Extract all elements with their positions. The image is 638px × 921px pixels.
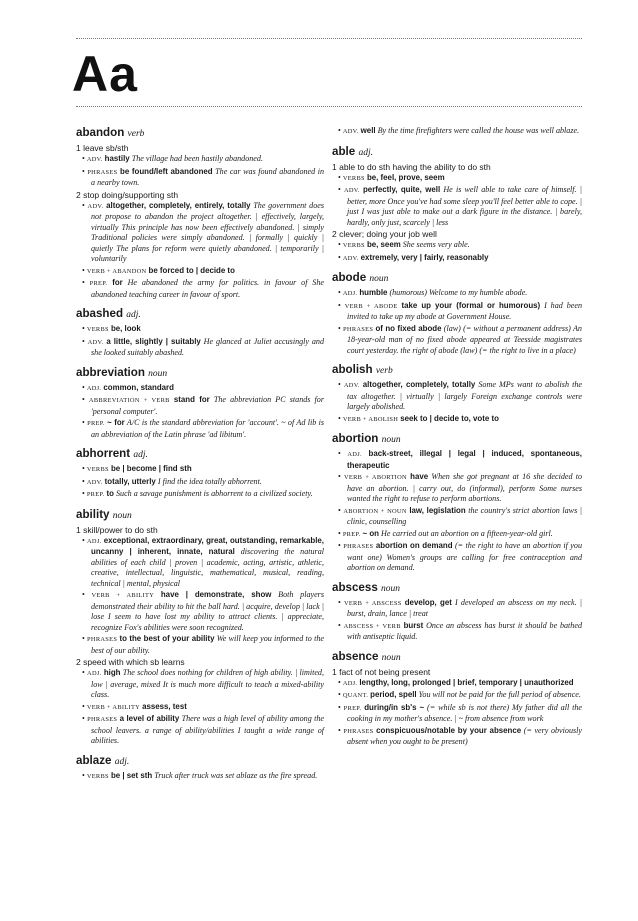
headword-text: absence	[332, 649, 379, 663]
bullet-icon: •	[82, 265, 87, 275]
grammar-tag: ADV.	[86, 478, 103, 486]
collocation-group	[82, 702, 324, 714]
collocation-group	[338, 185, 582, 228]
example-text: I developed an abscess on my neck. | burst, drain, lance | treat	[347, 597, 582, 618]
grammar-tag: VERBS	[86, 772, 109, 780]
section-letter: Aa	[72, 46, 138, 102]
dictionary-entry	[332, 363, 582, 425]
entry-headword	[76, 754, 324, 769]
part-of-speech: noun	[381, 652, 401, 663]
example-text: discovering the natural abilities of each child | proven | academic, acting, artistic, athletic, creative, intellectual, linguistic, mathematical, musical, reading, technical | mental, physical	[91, 547, 324, 588]
bullet-icon: •	[338, 300, 345, 310]
dictionary-entry	[76, 447, 324, 501]
part-of-speech: adj.	[133, 450, 148, 460]
collocates: humble	[359, 288, 388, 297]
collocates: altogether, completely, totally	[362, 380, 476, 389]
grammar-tag: VERBS	[86, 326, 109, 333]
collocates: have | demonstrate, show	[160, 590, 272, 599]
example-text: By the time firefighters were called the house was well ablaze.	[375, 126, 580, 135]
bullet-icon: •	[82, 166, 88, 176]
entry-headword	[332, 650, 582, 665]
collocation-group	[82, 201, 324, 265]
collocation-group	[82, 324, 324, 336]
sense-label: 2 clever; doing your job well	[332, 229, 437, 239]
headword-text: abolish	[332, 363, 373, 376]
example-text: (law) (= without a permanent address) An 18-year-old man of no fixed abode appeared at Teesside magistrates court yesterday. the right of abode (law) (= the right to live in a place)	[347, 323, 582, 355]
grammar-tag: PREP.	[87, 420, 105, 427]
bullet-icon: •	[82, 200, 88, 210]
collocates: be found/left abandoned	[120, 166, 213, 176]
grammar-tag: ADJ.	[87, 670, 102, 677]
collocates: conspicuous/notable by your absence	[376, 725, 522, 735]
grammar-tag: ADV.	[343, 187, 360, 194]
bullet-icon: •	[82, 489, 87, 498]
collocates: stand for	[173, 395, 210, 404]
collocation-group	[82, 418, 324, 440]
collocation-group	[338, 126, 582, 138]
example-text: There was a high level of ability among the school leavers. a range of ability/abilities I taught a wide range of abilities.	[91, 714, 324, 745]
example-text: The car was found abandoned in a nearby town.	[91, 166, 324, 187]
collocation-group	[82, 590, 324, 633]
entry-headword	[76, 126, 324, 141]
part-of-speech: noun	[112, 510, 132, 521]
grammar-tag: ADJ.	[342, 290, 358, 297]
collocation-group	[82, 634, 324, 656]
collocation-group	[338, 288, 582, 300]
grammar-tag: ADJ.	[86, 537, 102, 545]
sense-label: 1 leave sb/sth	[76, 143, 129, 153]
example-text: He is well able to take care of himself. | better, more Once you've had some sleep you'll feel better able to cope. | just I was just able to make out a dark figure in the distance. | barely, hardly, only just, scarcely | less	[347, 185, 582, 227]
dictionary-entry	[76, 754, 324, 783]
headword-text: abashed	[76, 307, 124, 320]
entry-headword	[332, 271, 582, 286]
collocation-group	[82, 278, 324, 300]
example-text: When she got pregnant at 16 she decided to have an abortion. | carry out, do (informal), perform Some nurses wanted the right to refuse to perform abortions.	[347, 472, 583, 503]
grammar-tag: VERB + ABODE	[344, 302, 398, 310]
bullet-icon: •	[338, 288, 343, 297]
collocates: be, look	[110, 324, 141, 333]
headword-text: abbreviation	[76, 365, 145, 379]
bullet-icon: •	[338, 472, 344, 481]
grammar-tag: VERB + ABSCESS	[343, 599, 402, 607]
collocates: to the best of your ability	[119, 634, 215, 643]
bullet-icon: •	[82, 154, 87, 163]
dictionary-entry	[76, 366, 324, 441]
part-of-speech: adj.	[126, 310, 141, 320]
dictionary-entry	[332, 581, 582, 643]
dictionary-entry	[332, 271, 582, 356]
collocation-group	[82, 536, 324, 590]
sense-label: 2 speed with which sb learns	[76, 657, 185, 667]
part-of-speech: noun	[381, 435, 401, 445]
bullet-icon: •	[82, 418, 88, 427]
part-of-speech: adj.	[358, 147, 373, 158]
dictionary-entry	[76, 126, 324, 300]
collocates: have	[410, 472, 429, 481]
bullet-icon: •	[338, 505, 344, 515]
grammar-tag: VERB + ABILITY	[91, 592, 155, 599]
collocates: a level of ability	[119, 714, 180, 723]
collocation-group	[82, 464, 324, 476]
grammar-tag: VERB + ABORTION	[343, 474, 407, 481]
example-text: The government does not propose to abandon the project altogether. | effectively, largely, virtually This principle has now been effectively abandoned. | simply Traditional policies were simply abandoned. | formally | quickly | quietly The plans for reform were quietly abandoned. | temporarily | voluntarily	[91, 200, 324, 263]
example-text: (= the right to have an abortion if you want one) Women's groups are calling for free contraception and abortion on demand.	[347, 541, 582, 572]
grammar-tag: VERB + ABILITY	[86, 703, 141, 711]
collocation-group	[338, 253, 582, 265]
grammar-tag: PHRASES	[87, 716, 118, 723]
collocates: be, feel, prove, seem	[366, 172, 445, 182]
collocation-group	[338, 541, 582, 574]
entry-headword	[76, 508, 324, 523]
bullet-icon: •	[82, 714, 88, 723]
dictionary-entry	[332, 650, 582, 748]
bullet-icon: •	[338, 702, 344, 712]
grammar-tag: VERB + ABOLISH	[342, 415, 399, 423]
example-text: She seems very able.	[400, 240, 470, 249]
collocation-group	[338, 690, 582, 702]
example-text: (humorous) Welcome to my humble abode.	[387, 288, 528, 297]
collocation-group	[338, 324, 582, 357]
collocates: abortion on demand	[375, 541, 453, 550]
bullet-icon: •	[338, 380, 344, 389]
bullet-icon: •	[338, 449, 348, 458]
collocates: law, legislation	[409, 505, 466, 515]
collocates: extremely, very | fairly, reasonably	[360, 252, 489, 262]
top-rule	[76, 38, 582, 39]
bullet-icon: •	[82, 324, 87, 333]
headword-text: ablaze	[76, 753, 112, 767]
collocation-group	[338, 506, 582, 528]
grammar-tag: ABSCESS + VERB	[343, 622, 401, 630]
example-text: (= while sb is not there) My father did all the cooking in my mother's absence. | ~ from absence from work	[347, 702, 582, 723]
headword-text: ability	[76, 507, 110, 521]
grammar-tag: VERBS	[342, 242, 365, 249]
collocates: seek to | decide to, vote to	[400, 413, 499, 423]
bullet-icon: •	[82, 770, 87, 780]
collocation-group	[338, 621, 582, 643]
collocates: ~ on	[362, 528, 379, 538]
bullet-icon: •	[338, 413, 343, 423]
collocates: back-street, illegal | legal | induced, spontaneous, therapeutic	[347, 449, 582, 470]
grammar-tag: ADV.	[342, 254, 359, 262]
collocation-group	[82, 668, 324, 701]
grammar-tag: ADJ.	[347, 451, 362, 458]
part-of-speech: adj.	[114, 756, 130, 767]
bullet-icon: •	[338, 252, 343, 262]
grammar-tag: ABORTION + NOUN	[343, 507, 407, 515]
dictionary-entry	[332, 126, 582, 138]
collocates: totally, utterly	[104, 476, 156, 486]
collocates: be, seem	[366, 240, 401, 249]
collocation-group	[82, 395, 324, 417]
grammar-tag: PHRASES	[343, 543, 374, 550]
example-text: He abandoned the army for politics. in favour of She abandoned teaching career in favour of sport.	[91, 278, 324, 299]
bullet-icon: •	[338, 725, 344, 735]
example-text: The abbreviation PC stands for 'personal computer'.	[91, 395, 324, 416]
dictionary-entry	[332, 145, 582, 265]
grammar-tag: ABBREVIATION + VERB	[88, 397, 170, 404]
bullet-icon: •	[82, 395, 89, 404]
example-text: A/C is the standard abbreviation for 'account'. ~ of Ad lib is an abbreviation of the Latin phrase 'ad libitum'.	[91, 418, 324, 439]
collocates: of no fixed abode	[375, 323, 442, 333]
grammar-tag: ADV.	[87, 338, 104, 346]
example-text: We will keep you informed to the best of our ability.	[91, 634, 324, 655]
collocation-group	[338, 380, 582, 413]
bullet-icon: •	[82, 668, 88, 677]
grammar-tag: ADV.	[342, 128, 359, 135]
example-text: You will not be paid for the full period of absence.	[416, 690, 581, 699]
bullet-icon: •	[82, 464, 87, 473]
collocation-group	[82, 714, 324, 747]
collocates: burst	[403, 620, 424, 630]
bullet-icon: •	[338, 541, 344, 550]
bullet-icon: •	[338, 172, 343, 182]
example-text: He carried out an abortion on a fifteen-year-old girl.	[378, 528, 553, 538]
example-text: Once an abscess has burst it should be bathed with antiseptic liquid.	[347, 620, 582, 641]
collocates: a little, slightly | suitably	[106, 336, 201, 346]
bullet-icon: •	[82, 701, 87, 711]
bullet-icon: •	[82, 336, 88, 346]
headword-text: abandon	[76, 126, 125, 139]
entry-headword	[332, 363, 582, 378]
example-text: the country's strict abortion laws | clinic, counselling	[347, 505, 582, 526]
bullet-icon: •	[82, 476, 87, 486]
grammar-tag: ADV.	[87, 202, 104, 210]
collocation-group	[82, 167, 324, 189]
entry-headword	[332, 432, 582, 447]
collocates: to	[106, 489, 114, 498]
bullet-icon: •	[82, 278, 90, 287]
grammar-tag: VERBS	[86, 466, 109, 473]
grammar-tag: PHRASES	[87, 168, 118, 176]
collocates: for	[112, 278, 123, 287]
sense-label: 1 able to do sth having the ability to do sth	[332, 161, 491, 172]
collocates: assess, test	[142, 701, 187, 711]
collocation-group	[82, 154, 324, 166]
headword-text: able	[332, 144, 356, 158]
example-text: He glanced at Juliet accusingly and she looked suitably abashed.	[91, 336, 324, 357]
collocation-group	[338, 703, 582, 725]
collocates: well	[360, 126, 376, 135]
collocation-group	[338, 529, 582, 541]
collocates: be | set sth	[110, 770, 153, 780]
part-of-speech: noun	[369, 274, 389, 284]
left-column	[76, 126, 324, 789]
collocates: be | become | find sth	[110, 464, 192, 473]
grammar-tag: PHRASES	[87, 636, 118, 643]
bullet-icon: •	[338, 185, 344, 194]
collocation-group	[82, 477, 324, 489]
part-of-speech: noun	[148, 368, 168, 379]
collocates: take up your (formal or humorous)	[401, 300, 541, 310]
dictionary-entry	[76, 307, 324, 359]
collocates: perfectly, quite, well	[362, 185, 441, 194]
bullet-icon: •	[338, 620, 344, 630]
sense-label: 1 skill/power to do sth	[76, 524, 158, 535]
grammar-tag: PREP.	[343, 704, 362, 712]
collocation-group	[338, 449, 582, 471]
sense-label: 1 fact of not being present	[332, 666, 431, 677]
dictionary-entry	[76, 508, 324, 747]
collocates: ~ for	[107, 418, 125, 427]
collocation-group	[338, 726, 582, 748]
grammar-tag: VERB + ABANDON	[86, 267, 147, 275]
bullet-icon: •	[82, 634, 88, 643]
collocates: be forced to | decide to	[148, 265, 235, 275]
bullet-icon: •	[338, 240, 343, 249]
example-text: Such a savage punishment is abhorrent to a civilized society.	[113, 489, 313, 498]
collocation-group	[82, 771, 324, 783]
grammar-tag: ADJ.	[342, 679, 358, 687]
entry-headword	[332, 145, 582, 160]
collocates: hastily	[104, 154, 130, 163]
grammar-tag: PHRASES	[343, 727, 374, 735]
example-text: The village had been hastily abandoned.	[129, 154, 263, 163]
headword-text: abode	[332, 271, 367, 284]
bullet-icon: •	[338, 126, 343, 135]
bullet-icon: •	[338, 528, 343, 538]
collocation-group	[338, 598, 582, 620]
entry-headword	[76, 366, 324, 381]
collocation-group	[82, 383, 324, 395]
grammar-tag: PHRASES	[343, 325, 374, 333]
collocation-group	[82, 266, 324, 278]
right-column	[332, 126, 582, 755]
collocates: lengthy, long, prolonged | brief, temporary | unauthorized	[359, 677, 574, 687]
collocates: develop, get	[404, 597, 452, 607]
collocation-group	[338, 472, 582, 505]
collocates: altogether, completely, entirely, totally	[106, 200, 251, 210]
bullet-icon: •	[338, 690, 343, 699]
grammar-tag: VERBS	[342, 174, 365, 182]
grammar-tag: QUANT.	[342, 692, 369, 699]
example-text: Truck after truck was set ablaze as the fire spread.	[152, 770, 318, 780]
grammar-tag: ADJ.	[86, 384, 102, 392]
part-of-speech: noun	[381, 583, 401, 594]
grammar-tag: PREP.	[342, 530, 361, 538]
bullet-icon: •	[338, 323, 344, 333]
collocation-group	[338, 173, 582, 185]
collocation-group	[338, 678, 582, 690]
sense-label: 2 stop doing/supporting sth	[76, 189, 179, 200]
collocation-group	[338, 301, 582, 323]
entry-headword	[76, 307, 324, 322]
bullet-icon: •	[82, 382, 87, 392]
collocation-group	[82, 337, 324, 359]
entry-headword	[332, 581, 582, 596]
collocates: high	[103, 668, 121, 677]
collocates: period, spell	[370, 690, 417, 699]
example-text: The school does nothing for children of high ability. | limited, low | average, mixed It is much more difficult to teach a mixed-ability class.	[91, 668, 324, 699]
part-of-speech: verb	[127, 129, 145, 139]
grammar-tag: PREP.	[89, 280, 108, 287]
grammar-tag: ADV.	[86, 156, 103, 163]
collocates: exceptional, extraordinary, great, outstanding, remarkable, uncanny | inherent, innate, natural	[91, 535, 324, 556]
dictionary-entry	[332, 432, 582, 574]
collocates: common, standard	[103, 382, 174, 392]
example-text: (= very obviously absent when you ought to be present)	[347, 725, 582, 746]
collocation-group	[338, 240, 582, 252]
collocation-group	[82, 489, 324, 501]
headword-text: abscess	[332, 580, 378, 594]
bullet-icon: •	[82, 535, 87, 545]
example-text: I had been invited to take up my abode at Government House.	[347, 300, 582, 321]
example-text: Both players demonstrated their ability to hit the ball hard. | acquire, develop | lack | lose I seem to have lost my ability to attract clients. | appreciate, recognize Fox's abilities were soon recognized.	[91, 590, 324, 632]
headword-text: abortion	[332, 432, 379, 445]
bullet-icon: •	[82, 590, 92, 599]
part-of-speech: verb	[375, 366, 393, 376]
example-text: I find the idea totally abhorrent.	[155, 476, 262, 486]
grammar-tag: ADV.	[343, 382, 360, 389]
bullet-icon: •	[338, 677, 343, 687]
collocation-group	[338, 414, 582, 426]
grammar-tag: PREP.	[86, 491, 105, 498]
entry-headword	[76, 447, 324, 462]
example-text: Some MPs want to abolish the tax altogether. | virtually | largely Foreign exchange controls were largely abolished.	[347, 380, 582, 411]
collocates: during/in sb's ~	[364, 702, 425, 712]
headword-text: abhorrent	[76, 447, 131, 460]
bullet-icon: •	[338, 597, 344, 607]
header-rule	[76, 106, 582, 107]
